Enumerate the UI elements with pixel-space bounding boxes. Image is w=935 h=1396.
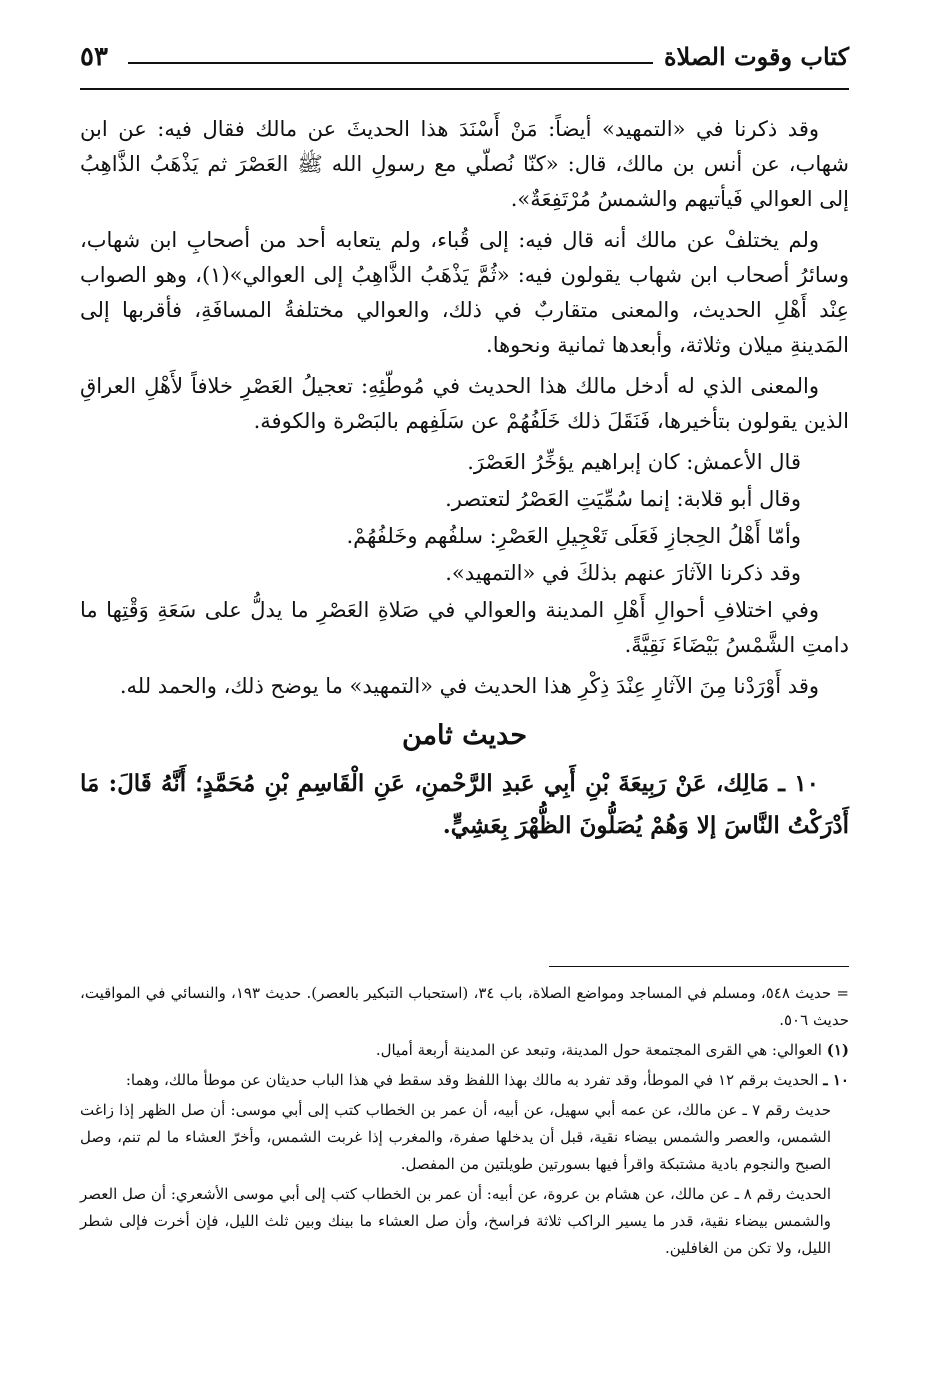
paragraph: وقد أَوْرَدْنا مِنَ الآثارِ عِنْدَ ذِكْرِ هذا الحديث في «التمهيد» ما يوضح ذلك، والحمد لله.: [119, 674, 819, 698]
footnote-text: العوالي: هي القرى المجتمعة حول المدينة، وتبعد عن المدينة أربعة أميال.: [375, 1041, 822, 1059]
footnote-separator: [549, 966, 849, 967]
continuation-marker: =: [836, 984, 849, 1002]
paragraph: وقد ذكرنا في «التمهيد» أيضاً: مَنْ أَسْنَدَ هذا الحديثَ عن مالك فقال فيه: عن ابن شهاب، عن أنس بن مالك، قال: «كنّا نُصلّي مع رسولِ الله ﷺ العَصْرَ ثم يَذْهَبُ الذَّاهِبُ إلى العوالي فَيأتيهم والشمسُ مُرْتَفِعَةٌ».: [80, 117, 849, 211]
paragraph: ولم يختلفْ عن مالك أنه قال فيه: إلى قُباء، ولم يتعابه أحد من أصحابِ ابن شهاب، وسائرُ أصحاب ابن شهاب يقولون فيه: «ثُمَّ يَذْهَبُ الذَّاهِبُ إلى العوالي»(١)، وهو الصواب عِنْد أَهْلِ الحديث، والمعنى متقاربٌ في ذلك، والعوالي مختلفةُ المسافَةِ، فأقربها إلى المَدينةِ ميلان وثلاثة، وأبعدها ثمانية ونحوها.: [80, 228, 849, 357]
hadith-number: ١٠ ـ: [778, 770, 819, 797]
paragraph: وقد ذكرنا الآثارَ عنهم بذلكَ في «التمهيد».: [445, 561, 801, 585]
hadith-text: [80, 763, 849, 847]
footnote-label: ١٠ ـ: [823, 1071, 849, 1089]
footnote-continued: [80, 980, 849, 1034]
running-header: [80, 36, 849, 90]
footnote-text: الحديث برقم ١٢ في الموطأ، وقد تفرد به مالك بهذا اللفظ وقد سقط في هذا الباب حديثان عن موطأ مالك، وهما:: [125, 1071, 819, 1089]
hadith-body: مَالِك، عَنْ رَبِيعَةَ بْنِ أَبِي عَبدِ الرَّحْمنِ، عَنِ الْقَاسِمِ بْنِ مُحَمَّدٍ؛ أَنَّهُ قَالَ: مَا أَدْرَكْتُ النَّاسَ إلا وَهُمْ يُصَلُّونَ الظُّهْرَ بِعَشِيٍّ.: [80, 770, 849, 839]
paragraph: والمعنى الذي له أدخل مالك هذا الحديث في مُوطّئِهِ: تعجيلُ العَصْرِ خلافاً لأَهْلِ العراقِ الذين يقولون بتأخيرها، فَنَقَلَ ذلك خَلَفُهُمْ عن سَلَفِهم بالبَصْرة والكوفة.: [80, 374, 849, 433]
header-rule: [128, 62, 653, 64]
footnotes: [80, 980, 849, 1265]
footnote-10: [80, 1067, 849, 1094]
footnote-text: حديث ٥٤٨، ومسلم في المساجد ومواضع الصلاة، باب ٣٤، (استحباب التبكير بالعصر). حديث ١٩٣، والنسائي في المواقيت، حديث ٥٠٦.: [80, 984, 849, 1029]
paragraph: قال الأعمش: كان إبراهيم يؤخِّرُ العَصْرَ.: [467, 450, 801, 474]
running-title: كتاب وقوت الصلاة: [663, 42, 849, 71]
paragraph: وفي اختلافِ أحوالِ أَهْلِ المدينة والعوالي في صَلاةِ العَصْرِ ما يدلُّ على سَعَةِ وَقْتِها ما دامتِ الشَّمْسُ بَيْضَاءَ نَقِيَّةً.: [80, 598, 849, 657]
footnote-label: (١): [826, 1041, 849, 1059]
section-heading: حديث ثامن: [401, 720, 528, 751]
footnote-sub-hadith: حديث رقم ٧ ـ عن مالك، عن عمه أبي سهيل، عن أبيه، أن عمر بن الخطاب كتب إلى أبي موسى: أن صل الظهر إذا زاغت الشمس، والعصر والشمس بيضاء نقية، قبل أن يدخلها صفرة، والمغرب إذا غربت الشمس، وأخرّ العشاء ما لم تنم، وصل الصبح والنجوم بادية مشتبكة واقرأ فيها بسورتين طويلتين من المفصل.: [80, 1101, 831, 1173]
footnote-1: [80, 1037, 849, 1064]
footnote-sub-hadith: الحديث رقم ٨ ـ عن مالك، عن هشام بن عروة، عن أبيه: أن عمر بن الخطاب كتب إلى أبي موسى الأشعري: أن صل العصر والشمس بيضاء نقية، قدر ما يسير الراكب ثلاثة فراسخ، وأن صل العشاء ما بينك وبين ثلث الليل، فإن أخرت فإلى شطر الليل، ولا تكن من الغافلين.: [80, 1185, 831, 1257]
page-number: ٥٣: [80, 42, 108, 72]
main-text: [80, 112, 849, 853]
paragraph: وأمّا أَهْلُ الحِجازِ فَعَلَى تَعْجِيلِ العَصْرِ: سلفُهم وخَلفُهُمْ.: [346, 524, 801, 548]
paragraph: وقال أبو قلابة: إنما سُمِّيَتِ العَصْرُ لتعتصر.: [445, 487, 801, 511]
